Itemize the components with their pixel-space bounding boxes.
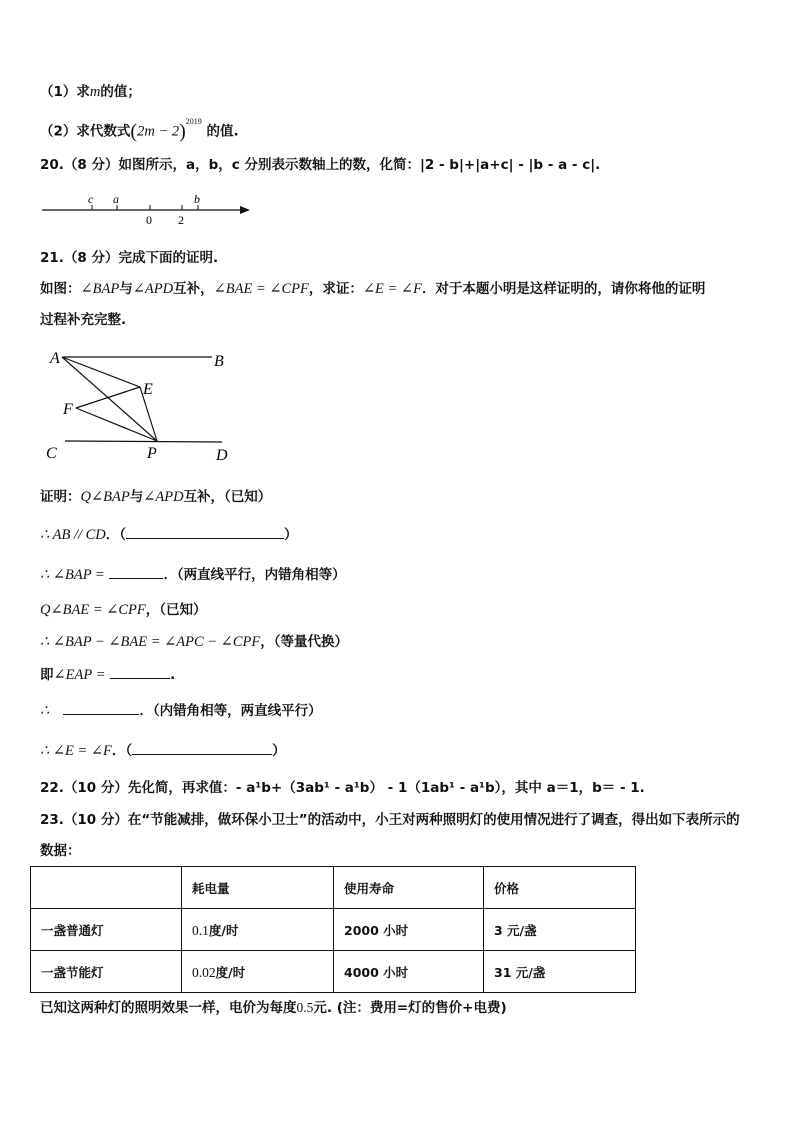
answer-blank-4[interactable] <box>63 700 139 715</box>
segment-FP <box>76 408 157 441</box>
proof-line-5: ∴ ∠BAP − ∠BAE = ∠APC − ∠CPF，（等量代换） <box>40 634 348 650</box>
label-F: F <box>63 401 73 418</box>
price-cell: 31 元/盏 <box>484 951 636 993</box>
q23-line1: 23.（10 分）在“节能减排，做环保小卫士”的活动中，小王对两种照明灯的使用情况进行了调查，得出如下表所示的 <box>40 812 740 828</box>
power-cell: 0.02度/时 <box>182 951 334 993</box>
q21-statement: 如图：∠BAP与∠APD互补，∠BAE = ∠CPF，求证：∠E = ∠F．对于本题小明是这样证明的，请你将他的证明 <box>40 281 706 297</box>
label-E: E <box>143 381 153 398</box>
point-c: c <box>88 192 94 206</box>
proof-line-2: ∴ AB // CD．（ ） <box>40 524 298 545</box>
life-cell: 4000 小时 <box>334 951 484 993</box>
q22-text: 22.（10 分）先化简，再求值：- a¹b+（3ab¹ - a¹b） - 1（1ab¹ - a¹b），其中 a＝1，b＝ - 1. <box>40 780 645 796</box>
label-D: D <box>216 447 228 464</box>
proof-line-6: 即∠EAP = . <box>40 664 175 685</box>
q19-part2: （2）求代数式$(2m - 2)^{2019}$ 的值. <box>40 117 239 143</box>
segment-AP <box>62 357 157 441</box>
lamp-data-table <box>30 866 636 993</box>
tick-label-2: 2 <box>178 213 184 227</box>
label-A: A <box>50 350 60 367</box>
table-row <box>31 951 636 993</box>
power-cell: 0.1度/时 <box>182 909 334 951</box>
arrow-icon <box>240 206 250 214</box>
proof-line-7: ∴ ．（内错角相等，两直线平行） <box>40 700 322 721</box>
proof-line-1: 证明：Q∠BAP与∠APD互补，（已知） <box>40 489 272 505</box>
tick-label-0: 0 <box>146 213 152 227</box>
number-line-figure <box>40 188 260 228</box>
geometry-figure <box>40 342 250 467</box>
answer-blank-2[interactable] <box>109 564 163 579</box>
var-m: m <box>89 84 101 100</box>
price-cell: 3 元/盏 <box>484 909 636 951</box>
table-row <box>31 909 636 951</box>
q20-text: 20.（8 分）如图所示，a，b，c 分别表示数轴上的数，化简：|2 - b|+|a+c| - |b - a - c|. <box>40 157 601 173</box>
table-header-row <box>31 867 636 909</box>
answer-blank-5[interactable] <box>132 740 272 755</box>
answer-blank-1[interactable] <box>126 524 284 539</box>
segment-AE <box>62 357 140 387</box>
q19-part1: （1）求m的值； <box>40 84 141 100</box>
table-header-cell: 耗电量 <box>182 867 334 909</box>
table-header-cell: 使用寿命 <box>334 867 484 909</box>
q21-title: 21.（8 分）完成下面的证明. <box>40 250 219 266</box>
point-a: a <box>113 192 119 206</box>
table-header-cell: 价格 <box>484 867 636 909</box>
point-b: b <box>194 192 200 206</box>
proof-line-8: ∴ ∠E = ∠F．（ ） <box>40 740 286 761</box>
proof-line-3: ∴ ∠BAP = ．（两直线平行，内错角相等） <box>40 564 346 585</box>
label-C: C <box>46 445 57 462</box>
exponent: 2019 <box>185 117 202 126</box>
answer-blank-3[interactable] <box>110 664 170 679</box>
life-cell: 2000 小时 <box>334 909 484 951</box>
q21-statement-line2: 过程补充完整. <box>40 312 127 328</box>
q23-line2: 数据： <box>40 843 81 859</box>
q23-note: 已知这两种灯的照明效果一样，电价为每度0.5元. (注：费用=灯的售价+电费) <box>40 1000 507 1016</box>
proof-line-4: Q∠BAE = ∠CPF，（已知） <box>40 602 207 618</box>
table-header-cell <box>31 867 182 909</box>
label-B: B <box>214 353 224 370</box>
expression: 2m − 2 <box>137 123 180 140</box>
lamp-name: 一盏普通灯 <box>31 909 182 951</box>
lamp-name: 一盏节能灯 <box>31 951 182 993</box>
label-P: P <box>147 445 157 462</box>
line-CD <box>65 441 222 442</box>
